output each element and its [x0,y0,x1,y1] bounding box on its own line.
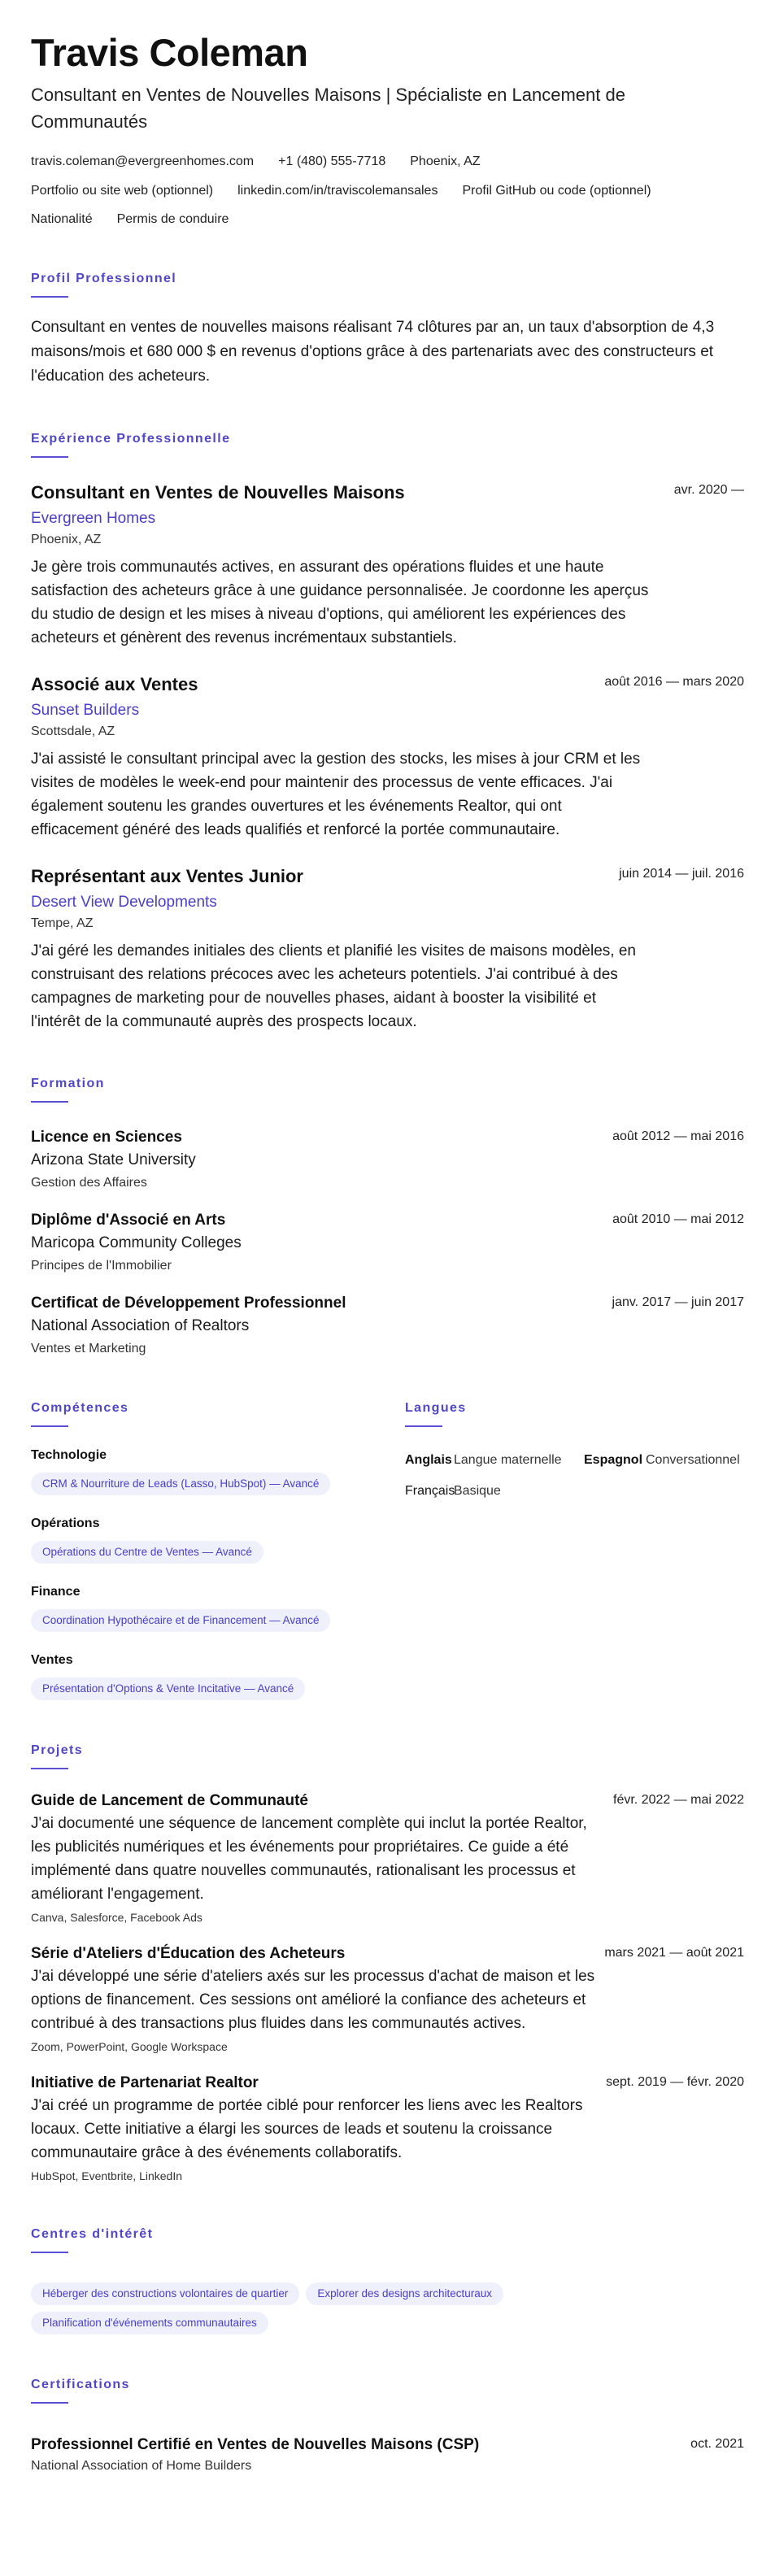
job-date: juin 2014 — juil. 2016 [619,867,744,881]
section-divider [31,1768,68,1769]
project-entry [31,2073,744,2184]
job-date: avr. 2020 — [673,483,744,497]
cert-issuer: National Association of Home Builders [31,2459,252,2473]
job-location: Tempe, AZ [31,916,94,930]
edu-degree: Licence en Sciences [31,1129,182,1146]
education-entry [31,1127,744,1192]
skill-pill: CRM & Nourriture de Leads (Lasso, HubSpot) — Avancé [31,1473,330,1495]
section-divider [31,2402,68,2404]
profile-section [31,271,744,389]
languages-grid [405,1451,744,1500]
skills-languages-row [31,1400,744,1700]
candidate-title: Consultant en Ventes de Nouvelles Maisons | Spécialiste en Lancement de Communautés [31,85,625,132]
certifications-section [31,2377,744,2475]
section-divider [405,1425,442,1427]
job-entry [31,481,744,650]
section-heading: Projets [31,1743,84,1757]
language-name: Espagnol [584,1453,643,1467]
project-date: sept. 2019 — févr. 2020 [606,2075,744,2089]
edu-degree: Diplôme d'Associé en Arts [31,1212,226,1229]
job-company: Desert View Developments [31,894,217,911]
project-date: mars 2021 — août 2021 [604,1946,744,1960]
edu-field: Gestion des Affaires [31,1176,147,1190]
section-divider [31,296,68,298]
project-entry [31,1943,744,2055]
project-description: J'ai créé un programme de portée ciblé pour renforcer les liens avec les Realtors locaux. Cette initiative a élargi les sources de leads et soutenu la croissance communautaire grâce à des événements collaboratifs. [31,2097,583,2161]
skill-group [31,1447,405,1495]
edu-date: août 2012 — mai 2016 [612,1129,744,1143]
project-title: Série d'Ateliers d'Éducation des Acheteurs [31,1945,346,1962]
job-description: Je gère trois communautés actives, en assurant des opérations fluides et une haute satisfaction des acheteurs grâce à une guidance personnalisée. Je coordonne les aperçus du studio de design et les mises à niveau d'options, qui améliorent les expériences des acheteurs et génèrent des revenus incrémentaux substantiels. [31,559,649,646]
job-location: Scottsdale, AZ [31,724,115,738]
job-title: Représentant aux Ventes Junior [31,866,303,886]
project-title: Guide de Lancement de Communauté [31,1792,308,1809]
candidate-name: Travis Coleman [31,31,308,74]
edu-field: Principes de l'Immobilier [31,1259,172,1273]
certification-entry [31,2435,744,2475]
skill-category: Opérations [31,1516,100,1530]
job-location: Phoenix, AZ [31,533,102,546]
job-company: Sunset Builders [31,702,140,719]
section-divider [31,456,68,458]
contact-location: Phoenix, AZ [410,154,481,168]
section-heading: Certifications [31,2378,130,2391]
cert-date: oct. 2021 [690,2437,744,2451]
section-heading: Langues [405,1401,467,1415]
skill-pill: Présentation d'Options & Vente Incitative — Avancé [31,1677,305,1700]
section-divider [31,2252,68,2253]
edu-school: Maricopa Community Colleges [31,1234,242,1251]
personal-row [31,211,744,228]
language-level: Langue maternelle [454,1453,562,1467]
education-entry [31,1293,744,1358]
interests-list [31,2276,592,2334]
portfolio-link[interactable]: Portfolio ou site web (optionnel) [31,184,214,198]
skill-category: Ventes [31,1653,73,1667]
interest-pill: Héberger des constructions volontaires de quartier [31,2282,299,2305]
language-name: Anglais [405,1453,452,1467]
skills-section [31,1400,405,1700]
cert-title: Professionnel Certifié en Ventes de Nouvelles Maisons (CSP) [31,2436,480,2453]
project-tech: Zoom, PowerPoint, Google Workspace [31,2040,228,2053]
edu-school: National Association of Realtors [31,1317,250,1334]
contact-email[interactable]: travis.coleman@evergreenhomes.com [31,154,255,168]
project-entry [31,1791,744,1925]
language-name: Français [405,1484,455,1498]
section-divider [31,1101,68,1103]
section-heading: Compétences [31,1401,129,1415]
project-description: J'ai documenté une séquence de lancement complète qui inclut la portée Realtor, les publicités numériques et les événements pour propriétaires. Ce guide a été implémenté dans quatre nouvelles communautés, rationalisant les processus et améliorant l'engagement. [31,1815,587,1903]
job-date: août 2016 — mars 2020 [604,675,744,689]
interest-pill: Explorer des designs architecturaux [306,2282,503,2305]
job-title: Associé aux Ventes [31,674,198,694]
job-description: J'ai assisté le consultant principal avec la gestion des stocks, les mises à jour CRM et les visites de modèles le week-end pour maintenir des processus de vente efficaces. J'ai également soutenu les grandes ouvertures et les événements Realtor, qui ont efficacement généré des leads qualifiés et renforcé la portée communautaire. [31,751,641,838]
nationality: Nationalité [31,212,93,226]
section-heading: Formation [31,1077,105,1090]
skill-group [31,1651,405,1700]
experience-section [31,431,744,1033]
job-company: Evergreen Homes [31,510,156,527]
project-tech: HubSpot, Eventbrite, LinkedIn [31,2169,183,2182]
github-link[interactable]: Profil GitHub ou code (optionnel) [462,184,651,198]
section-heading: Expérience Professionnelle [31,432,231,446]
linkedin-link[interactable]: linkedin.com/in/traviscolemansales [237,184,438,198]
skill-group [31,1583,405,1632]
skill-category: Finance [31,1585,81,1599]
skill-pill: Coordination Hypothécaire et de Financement — Avancé [31,1609,330,1632]
resume-header [31,29,744,228]
section-heading: Profil Professionnel [31,272,177,285]
driving-license: Permis de conduire [116,212,229,226]
edu-date: août 2010 — mai 2012 [612,1212,744,1226]
skill-group [31,1515,405,1564]
education-entry [31,1210,744,1275]
language-level: Basique [454,1484,501,1498]
job-entry [31,864,744,1033]
project-date: févr. 2022 — mai 2022 [613,1793,744,1807]
education-section [31,1076,744,1358]
project-tech: Canva, Salesforce, Facebook Ads [31,1911,202,1924]
job-entry [31,672,744,842]
edu-field: Ventes et Marketing [31,1342,146,1355]
job-description: J'ai géré les demandes initiales des clients et planifié les visites de maisons modèles, en construisant des relations précoces avec les acheteurs potentiels. J'ai contribué à des campagnes de marketing pour de nouvelles phases, aidant à booster la visibilité et l'intérêt de la communauté auprès des prospects locaux. [31,942,636,1030]
edu-date: janv. 2017 — juin 2017 [612,1295,744,1309]
languages-section [405,1400,744,1700]
section-divider [31,1425,68,1427]
edu-school: Arizona State University [31,1151,196,1168]
project-description: J'ai développé une série d'ateliers axés sur les processus d'achat de maison et les options de financement. Ces sessions ont amélioré la confiance des acheteurs et contribué à des transactions plus fluides dans les communautés actives. [31,1968,595,2032]
skill-category: Technologie [31,1448,107,1462]
contact-row [31,153,744,171]
skill-pill: Opérations du Centre de Ventes — Avancé [31,1541,263,1564]
edu-degree: Certificat de Développement Professionnel [31,1295,346,1312]
interests-section [31,2226,744,2334]
section-heading: Centres d'intérêt [31,2227,154,2241]
projects-section [31,1743,744,2184]
interest-pill: Planification d'événements communautaires [31,2312,268,2334]
contact-phone[interactable]: +1 (480) 555-7718 [278,154,386,168]
job-title: Consultant en Ventes de Nouvelles Maisons [31,482,405,503]
links-row [31,182,744,200]
profile-summary: Consultant en ventes de nouvelles maisons réalisant 74 clôtures par an, un taux d'absorption de 4,3 maisons/mois et 680 000 $ en revenus d'options grâce à des partenariats avec des constructeurs et l'éducation des acheteurs. [31,319,715,385]
project-title: Initiative de Partenariat Realtor [31,2074,259,2091]
language-level: Conversationnel [646,1453,740,1467]
